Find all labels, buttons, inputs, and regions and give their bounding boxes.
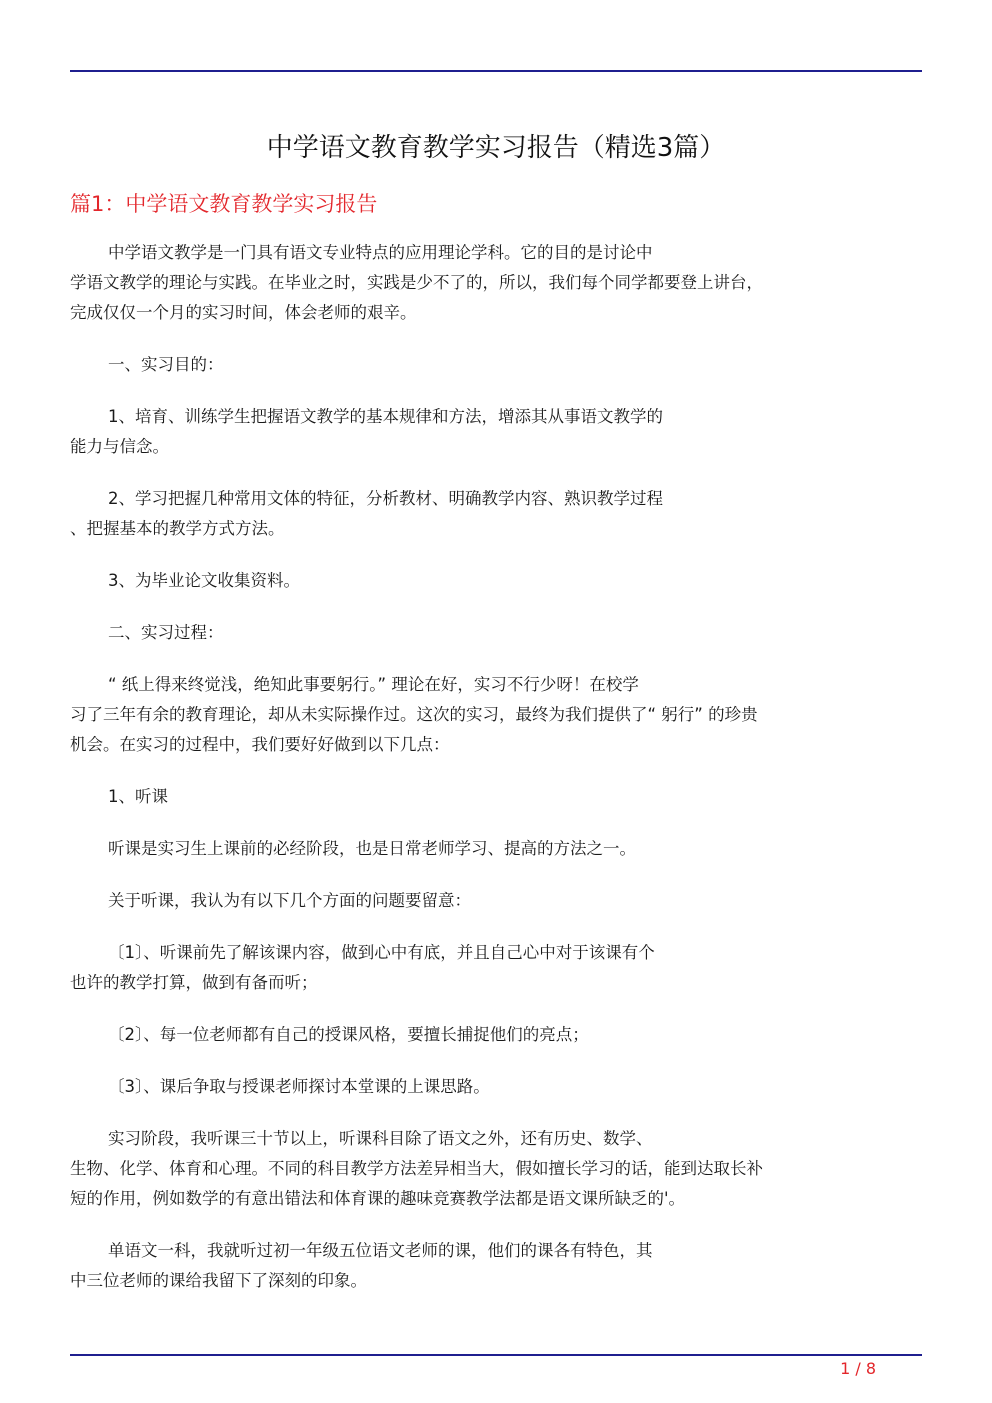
paragraph [70, 782, 922, 812]
paragraph-line: 完成仅仅一个月的实习时间，体会老师的艰辛。 [70, 303, 417, 322]
paragraph [70, 402, 922, 462]
paragraph [70, 1124, 922, 1214]
paragraph [70, 886, 922, 916]
paragraph [70, 618, 922, 648]
paragraph-line: 也许的教学打算，做到有备而听； [70, 973, 318, 992]
section-heading: 篇1：中学语文教育教学实习报告 [70, 192, 378, 216]
paragraph-line: 、把握基本的教学方式方法。 [70, 519, 285, 538]
paragraph [70, 484, 922, 544]
paragraph [70, 238, 922, 328]
paragraph-line: 听课是实习生上课前的必经阶段，也是日常老师学习、提高的方法之一。 [108, 839, 636, 858]
paragraph-line: 3、为毕业论文收集资料。 [108, 571, 300, 590]
paragraph [70, 1072, 922, 1102]
paragraph-line: 实习阶段，我听课三十节以上，听课科目除了语文之外，还有历史、数学、 [108, 1129, 653, 1148]
document-title: 中学语文教育教学实习报告（精选3篇） [266, 133, 726, 163]
paragraph-line: 单语文一科，我就听过初一年级五位语文老师的课，他们的课各有特色，其 [108, 1241, 653, 1260]
paragraph-line: “ 纸上得来终觉浅，绝知此事要躬行。” 理论在好，实习不行少呀！在校学 [108, 675, 639, 694]
paragraph-line: 习了三年有余的教育理论，却从未实际操作过。这次的实习，最终为我们提供了“ 躬行” 的珍贵 [70, 705, 758, 724]
paragraph-line: 能力与信念。 [70, 437, 169, 456]
header-rule [70, 70, 922, 72]
paragraph-line: 1、听课 [108, 787, 168, 806]
paragraph-line: 中学语文教学是一门具有语文专业特点的应用理论学科。它的目的是讨论中 [108, 243, 653, 262]
paragraph-line: 〔3〕、课后争取与授课老师探讨本堂课的上课思路。 [108, 1077, 490, 1096]
paragraph [70, 566, 922, 596]
paragraph-line: 中三位老师的课给我留下了深刻的印象。 [70, 1271, 367, 1290]
paragraph [70, 1020, 922, 1050]
paragraph-line: 〔2〕、每一位老师都有自己的授课风格，要擅长捕捉他们的亮点； [108, 1025, 589, 1044]
paragraph [70, 1236, 922, 1296]
paragraph [70, 670, 922, 760]
footer-rule [70, 1354, 922, 1356]
paragraph-line: 1、培育、训练学生把握语文教学的基本规律和方法，增添其从事语文教学的 [108, 407, 663, 426]
paragraph-line: 机会。在实习的过程中，我们要好好做到以下几点： [70, 735, 450, 754]
paragraph [70, 938, 922, 998]
paragraph-line: 一、实习目的： [108, 355, 224, 374]
paragraph-line: 学语文教学的理论与实践。在毕业之时，实践是少不了的，所以，我们每个同学都要登上讲台， [70, 273, 763, 292]
paragraph-line: 〔1〕、听课前先了解该课内容，做到心中有底，并且自己心中对于该课有个 [108, 943, 655, 962]
page-number: 1 / 8 [840, 1359, 876, 1378]
paragraph-line: 关于听课，我认为有以下几个方面的问题要留意： [108, 891, 471, 910]
paragraph-line: 2、学习把握几种常用文体的特征，分析教材、明确教学内容、熟识教学过程 [108, 489, 663, 508]
paragraph-line: 短的作用，例如数学的有意出错法和体育课的趣味竞赛教学法都是语文课所缺乏的'。 [70, 1189, 686, 1208]
paragraph-line: 生物、化学、体育和心理。不同的科目教学方法差异相当大，假如擅长学习的话，能到达取长补 [70, 1159, 763, 1178]
document-body [70, 238, 922, 1318]
paragraph [70, 834, 922, 864]
paragraph-line: 二、实习过程： [108, 623, 224, 642]
paragraph [70, 350, 922, 380]
